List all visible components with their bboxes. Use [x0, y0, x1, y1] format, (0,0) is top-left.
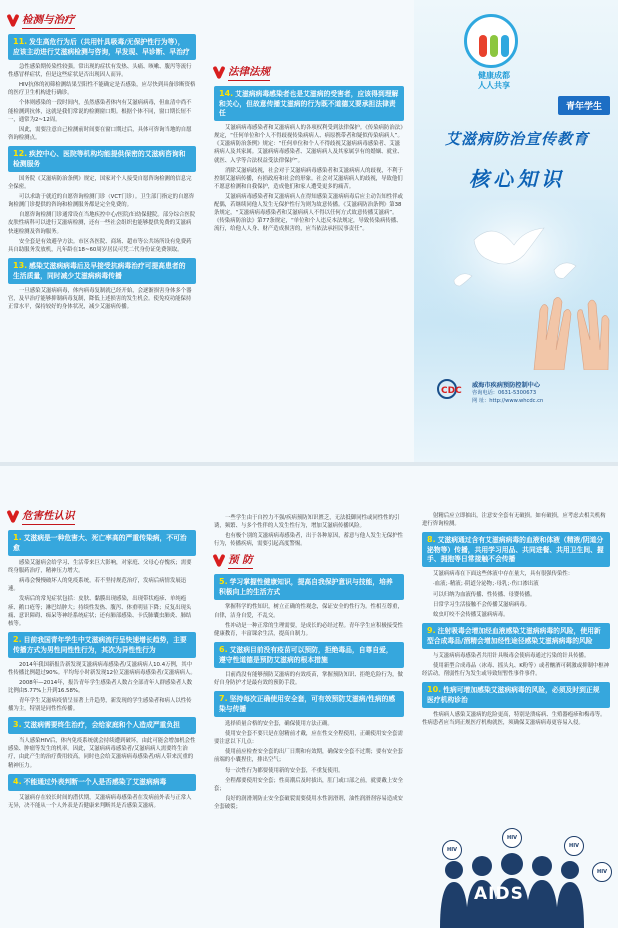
key-point-number: 8.: [427, 535, 436, 545]
cover-title: 艾滋病防治宣传教育: [444, 130, 589, 148]
paragraph: 目前尚没有能够预防艾滋病的有效疫苗，掌握预防知识、拒绝危险行为，做好自身防护才是最有效的预防手段。: [214, 671, 403, 686]
key-point-text: 注射吸毒会增加经血液感染艾滋病病毒的风险，使用新型合成毒品/酒精会增加经性途径感染艾滋病病毒的风险: [427, 626, 601, 645]
paragraph: 消除艾滋病歧视，社会对于艾滋病病毒感染者和艾滋病病人的歧视，不利于控制艾滋病传播，有损政府和社会的形象。社会对艾滋病病人的歧视，导致他们不愿意检测和自我保护，造成他们和家人遭受更多的痛苦。: [214, 167, 403, 190]
key-point-number: 12.: [13, 148, 28, 158]
paragraph: 日常学习生活接触不会传播艾滋病病毒。: [433, 601, 531, 608]
red-ribbon-icon: [8, 510, 18, 524]
paragraph: 国务院《艾滋病防治条例》规定，国家对个人接受自愿咨询检测的信息完全保密。: [8, 175, 192, 191]
aids-illustration: [414, 826, 618, 928]
paragraph: 艾滋病病毒感染者和艾滋病病人在得知感染艾滋病病毒后应主动告知性伴或配偶，若继续同他人发生无保护性行为则为故意传播。《艾滋病防治条例》第38条规定，“艾滋病病毒感染者和艾滋病病人不得以任何方式故意传播艾滋病”。《传染病防治法》第77条规定，“单位和个人违反本法规定，导致传染病传播、流行，给他人人身、财产造成损害的，应当依法承担民事责任”。: [214, 194, 403, 233]
hiv-virus-icon: HIV: [592, 862, 612, 882]
figure-icon: [479, 35, 487, 57]
key-point-text: 艾滋病需要终生治疗，会给家庭和个人造成严重负担: [23, 721, 180, 730]
key-point-number: 6.: [219, 644, 228, 654]
paragraph: 每一次性行为都要使用新的安全套，不重复使用。: [225, 767, 344, 774]
paragraph: 使用新型合成毒品（冰毒、摇头丸、K粉等）或者酗酒可刺激或抑制中枢神经活动，削弱性行为发生或导致短暂性事件事件。: [422, 662, 610, 678]
health-logo-icon: [464, 14, 518, 68]
key-point-number: 5.: [219, 577, 228, 587]
paragraph: 因此，需要注意自己检测前时间要在窗口期过后，具体可咨询当地的自愿咨询检测点。: [8, 126, 192, 141]
key-point-text: 艾滋病病毒感染者也是艾滋病的受害者，应该得到理解和关心，但故意传播艾滋病的行为既不道德又要承担法律责任: [219, 90, 399, 117]
dove-hands-illustration: [414, 200, 618, 370]
key-point-number: 2.: [13, 634, 22, 644]
key-point-text: 学习掌握性健康知识，提高自我保护意识与技能，培养积极向上的生活方式: [219, 578, 393, 597]
figure-icon: [501, 35, 509, 57]
key-point-2: [8, 632, 196, 658]
audience-badge: 青年学生: [558, 96, 610, 115]
paragraph: 发病后的常见症状包括：皮肤、黏膜出现感染，出现带状疱疹、单纯疱疹、鹅口疮等；淋巴结肿大；持续性发热、腹泻、体重明显下降；反复出现头痛、意识障碍、痴呆等神经系统症状；还有肺部感染、卡氏肺囊虫肺炎、肺结核等。: [8, 596, 192, 627]
key-point-number: 4.: [13, 776, 22, 786]
paragraph: 一旦感染艾滋病病毒，体内病毒复制就已经开始，会逐渐损害身体多个器官，及早治疗能够抑制病毒复制，降低上述损害的发生机会。使免疫功能保持正常水平，保持较好的身体状况，减少艾滋病传播。: [8, 287, 192, 311]
paragraph: 选择质量合格的安全套，确保使用方法正确。: [225, 721, 333, 727]
key-point-number: 10.: [427, 685, 442, 695]
hiv-virus-icon: HIV: [442, 840, 462, 860]
paragraph: 使用安全套不要只是在射精前才戴，应在性交全程使用，正确使用安全套需要注意以下几点：: [214, 731, 403, 746]
section-header: [8, 12, 196, 29]
key-point-text: 艾滋病目前没有疫苗可以预防，拒绝毒品，自尊自爱，遵守性道德是预防艾滋病的根本措施: [219, 645, 393, 664]
paragraph: 当人感染HIV后，体内免疫系统就会持续遭到破坏，由此可能会增加机会性感染、肿瘤等发生的机率。因此，艾滋病病毒感染者/艾滋病病人需要终生治疗，由此产生的治疗费用较高，同时也会给艾滋病病毒感染者/病人带来沉重的精神压力。: [8, 738, 196, 769]
key-point-text: 艾滋病通过含有艾滋病病毒的血液和体液（精液/阴道分泌物等）传播，共用学习用品、共同进餐、共用卫生间、握手、拥抱等日常接触不会传播: [427, 536, 604, 564]
brochure-outer-side: [0, 0, 618, 462]
brochure-inner-side: [0, 466, 618, 928]
logo-text: 人人共享: [478, 81, 510, 90]
key-point-3: [8, 717, 196, 734]
column-testing-treatment: [0, 0, 204, 462]
aids-label: AIDS: [474, 884, 524, 904]
key-point-13: [8, 258, 196, 284]
cover-subtitle: 核心知识: [469, 167, 565, 191]
paragraph: ·血液；·精液；·阴道分泌物；·母乳；·伤口渗出液: [433, 581, 539, 588]
key-point-number: 9.: [427, 625, 436, 635]
key-point-7: [214, 691, 404, 717]
cover-panel: [414, 0, 618, 462]
key-point-text: 发生高危行为后（共用针具吸毒/无保护性行为等），应该主动进行艾滋病检测与咨询，早发现、早诊断、早治疗: [13, 38, 190, 56]
red-ribbon-icon: [8, 14, 18, 28]
paragraph: HIV抗体的初筛检测结果呈阳性不能确定是否感染，应尽快到具备诊断资格的医疗卫生机构进行确诊。: [8, 82, 196, 97]
paragraph: 全程都要使用安全套；性高潮后及时拔出，肛门或口部之前，就要戴上安全套；: [214, 777, 403, 792]
key-point-text: 艾滋病是一种危害大、死亡率高的严重传染病，不可治愈: [13, 534, 187, 552]
paragraph: 病毒会慢慢破坏人的免疫系统，若不坚持规范治疗，发病后病情发展迅速。: [8, 578, 187, 593]
org-contact: [472, 390, 543, 406]
org-website[interactable]: 网 址：http://www.whcdc.cn: [472, 397, 544, 404]
paragraph: 性病病人感染艾滋病的危险更高，特别是溃疡病、生殖器疱疹和梅毒等。性病患者应当到正规医疗机构就医，须确保艾滋病病毒更容易入侵。: [422, 712, 606, 727]
key-point-11: [8, 34, 196, 60]
figure-icon: [490, 35, 498, 57]
column-harm-awareness: [0, 466, 204, 928]
key-point-8: [422, 532, 610, 567]
key-point-1: [8, 530, 196, 556]
column-law: [206, 0, 412, 462]
paragraph: 自愿咨询检测门诊通常设在当地疾控中心/医院/妇幼保健院。部分综合医院皮肤性病科可以进行艾滋病检测，还有一些社会组织也能够提供免费的艾滋病快速检测及咨询服务。: [8, 212, 196, 235]
svg-text:CDC: CDC: [441, 386, 462, 396]
red-ribbon-icon: [214, 554, 224, 568]
paragraph: 艾滋病病毒在下面这些体液中存在量大，具有很强传染性：: [433, 571, 574, 578]
paragraph: 蚊虫叮咬不会传播艾滋病病毒。: [433, 611, 509, 618]
key-point-text: 不能通过外表判断一个人是否感染了艾滋病病毒: [23, 777, 167, 786]
paragraph: 射精后应立即抽出，注意安全套有无破损。如有破损，应考虑去相关机构进行咨询检测。: [422, 513, 606, 528]
key-point-6: [214, 642, 404, 668]
paragraph: 艾滋病存在较长时间的潜伏期，艾滋病病毒感染者在发病前外表与正常人无异，决不能从一个人外表是否健康来判断其是否感染艾滋病。: [8, 794, 192, 809]
paragraph: 也有极个别的艾滋病病毒感染者，出于各种原因，蓄意与他人发生无保护性行为，传播疾病，需要引起高度警惕。: [214, 533, 403, 548]
key-point-14: [214, 86, 404, 121]
paragraph: 可以归纳为血液传播、性传播、母婴传播。: [433, 591, 536, 598]
key-point-number: 1.: [13, 533, 22, 542]
section-header: [214, 64, 404, 81]
logo-text: 健康成都: [478, 71, 510, 80]
key-point-number: 3.: [13, 720, 22, 730]
paragraph: 安全套是有效避孕方法。市区各医院、商场、超市等公共场所设有免费药具自助服务发放机，凡年龄在18~60周岁居民可凭二代身份证免费领取。: [8, 238, 192, 253]
paragraph: 个体则感染的一段时间内，虽然感染者体内有艾滋病病毒，但血清中尚不能检测到抗体，这就是我们常说的检测窗口期。根据个体不同，窗口期长短不一，通常为2~12周。: [8, 100, 192, 123]
section-title: 检测与治疗: [22, 12, 75, 29]
cdc-logo-icon: [436, 378, 466, 400]
org-name: 威海市疾病预防控制中心: [472, 382, 541, 389]
key-point-text: 坚持每次正确使用安全套，可有效预防艾滋病/性病的感染与传播: [219, 695, 396, 713]
key-point-5: [214, 574, 404, 600]
key-point-text: 性病可增加感染艾滋病病毒的风险，必须及时到正规医疗机构诊治: [427, 686, 600, 704]
red-ribbon-icon: [214, 66, 224, 80]
key-point-4: [8, 774, 196, 791]
key-point-text: 感染艾滋病病毒后及早接受抗病毒治疗可提高患者的生活质量，同时减少艾滋病病毒传播: [13, 261, 186, 280]
section-title: 法律法规: [228, 64, 270, 81]
paragraph: 与艾滋病病毒感染者共用针具吸毒会使病毒通过污染的针具传播。: [433, 652, 590, 659]
key-point-text: 目前我国青年学生中艾滋病流行呈快速增长趋势，主要传播方式为男性同性性行为，其次为异性性行为: [13, 635, 187, 654]
paragraph: 使用前应检查安全套的出厂日期和有效期，确保安全套不过期；要有安全套前端的小囊捏住，排出空气；: [214, 749, 403, 764]
paragraph: 2008年—2014年，报告青年学生感染者人数占全部青年人群感染者人数比例由5.77%上升到16.58%。: [8, 680, 192, 695]
key-point-12: [8, 146, 196, 172]
paragraph: 艾滋病病毒感染者和艾滋病病人的各项权利受到法律保护。《传染病防治法》规定，“任何单位和个人不得歧视传染病病人、病原携带者和疑似传染病病人”。《艾滋病防治条例》规定：“任何单位和个人不得歧视艾滋病病毒感染者、艾滋病病人及其家属。艾滋病病毒感染者、艾滋病病人及其家属享有的婚姻、就业、就医、入学等合法权益受法律保护”。: [214, 125, 403, 164]
key-point-number: 13.: [13, 260, 28, 270]
hiv-virus-icon: HIV: [502, 828, 522, 848]
key-point-text: 疾控中心、医院等机构均能提供保密的艾滋病咨询和检测服务: [13, 149, 186, 168]
section-title: 预 防: [228, 552, 253, 569]
key-point-number: 14.: [219, 89, 234, 98]
paragraph: 急性感染期传染性较强。常出现的症状有发热、头痛、咳嗽、腹泻等流行性感冒样症状，但是这些症状是否出现因人而异。: [8, 63, 192, 79]
key-point-9: [422, 623, 610, 649]
paragraph: 感染艾滋病会给学习、生活带来巨大影响，对家庭、父母心存愧疚；需要终身服药治疗，精神压力增大。: [8, 559, 192, 575]
section-header: [214, 552, 404, 569]
paragraph: 2014年我国新报告新发现艾滋病病毒感染者/艾滋病病人10.4万例，其中性传播比例超过90%。平均每小时新发现12位艾滋病病毒感染者/艾滋病病人。: [8, 661, 196, 676]
paragraph: 性冲动是一种正常的生理需要，是成长的必经过程。青年学生应积极接受性健康教育，丰富课余生活，提高自制力。: [214, 622, 403, 637]
column-prevention: [206, 466, 412, 928]
org-phone: 咨询电话：0631-5300673: [472, 390, 537, 396]
section-title: 危害性认识: [22, 508, 75, 525]
paragraph: 良好的润滑剂防止安全套破裂需要使用水性润滑剂，油性润滑剂容易造成安全套破裂；: [214, 795, 403, 810]
key-point-10: [422, 682, 610, 708]
section-header: [8, 508, 196, 525]
paragraph: 青年学生艾滋病疫情呈显著上升趋势，新发现的学生感染者和病人以性传播为主，特别是同性性传播。: [8, 698, 192, 713]
key-point-number: 11.: [13, 37, 28, 46]
key-point-number: 7.: [219, 694, 228, 704]
paragraph: 可以求助于就近的自愿咨询检测门诊（VCT门诊）。卫生部门指定的自愿咨询检测门诊提供的咨询和检测服务都是完全免费的。: [8, 194, 195, 209]
paragraph: 掌握科学的性知识，树立正确的性观念，保证安全的性行为。性相互尊重，自律，洁身自爱，不乱交。: [214, 604, 403, 619]
hiv-virus-icon: HIV: [564, 836, 584, 856]
paragraph: 一些学生由于自控力不强/疾病预防知识匮乏，无法抵御同性或同性性的引诱，频繁、与多个性伴的人发生性行为，增加艾滋病传播风险。: [214, 515, 400, 530]
